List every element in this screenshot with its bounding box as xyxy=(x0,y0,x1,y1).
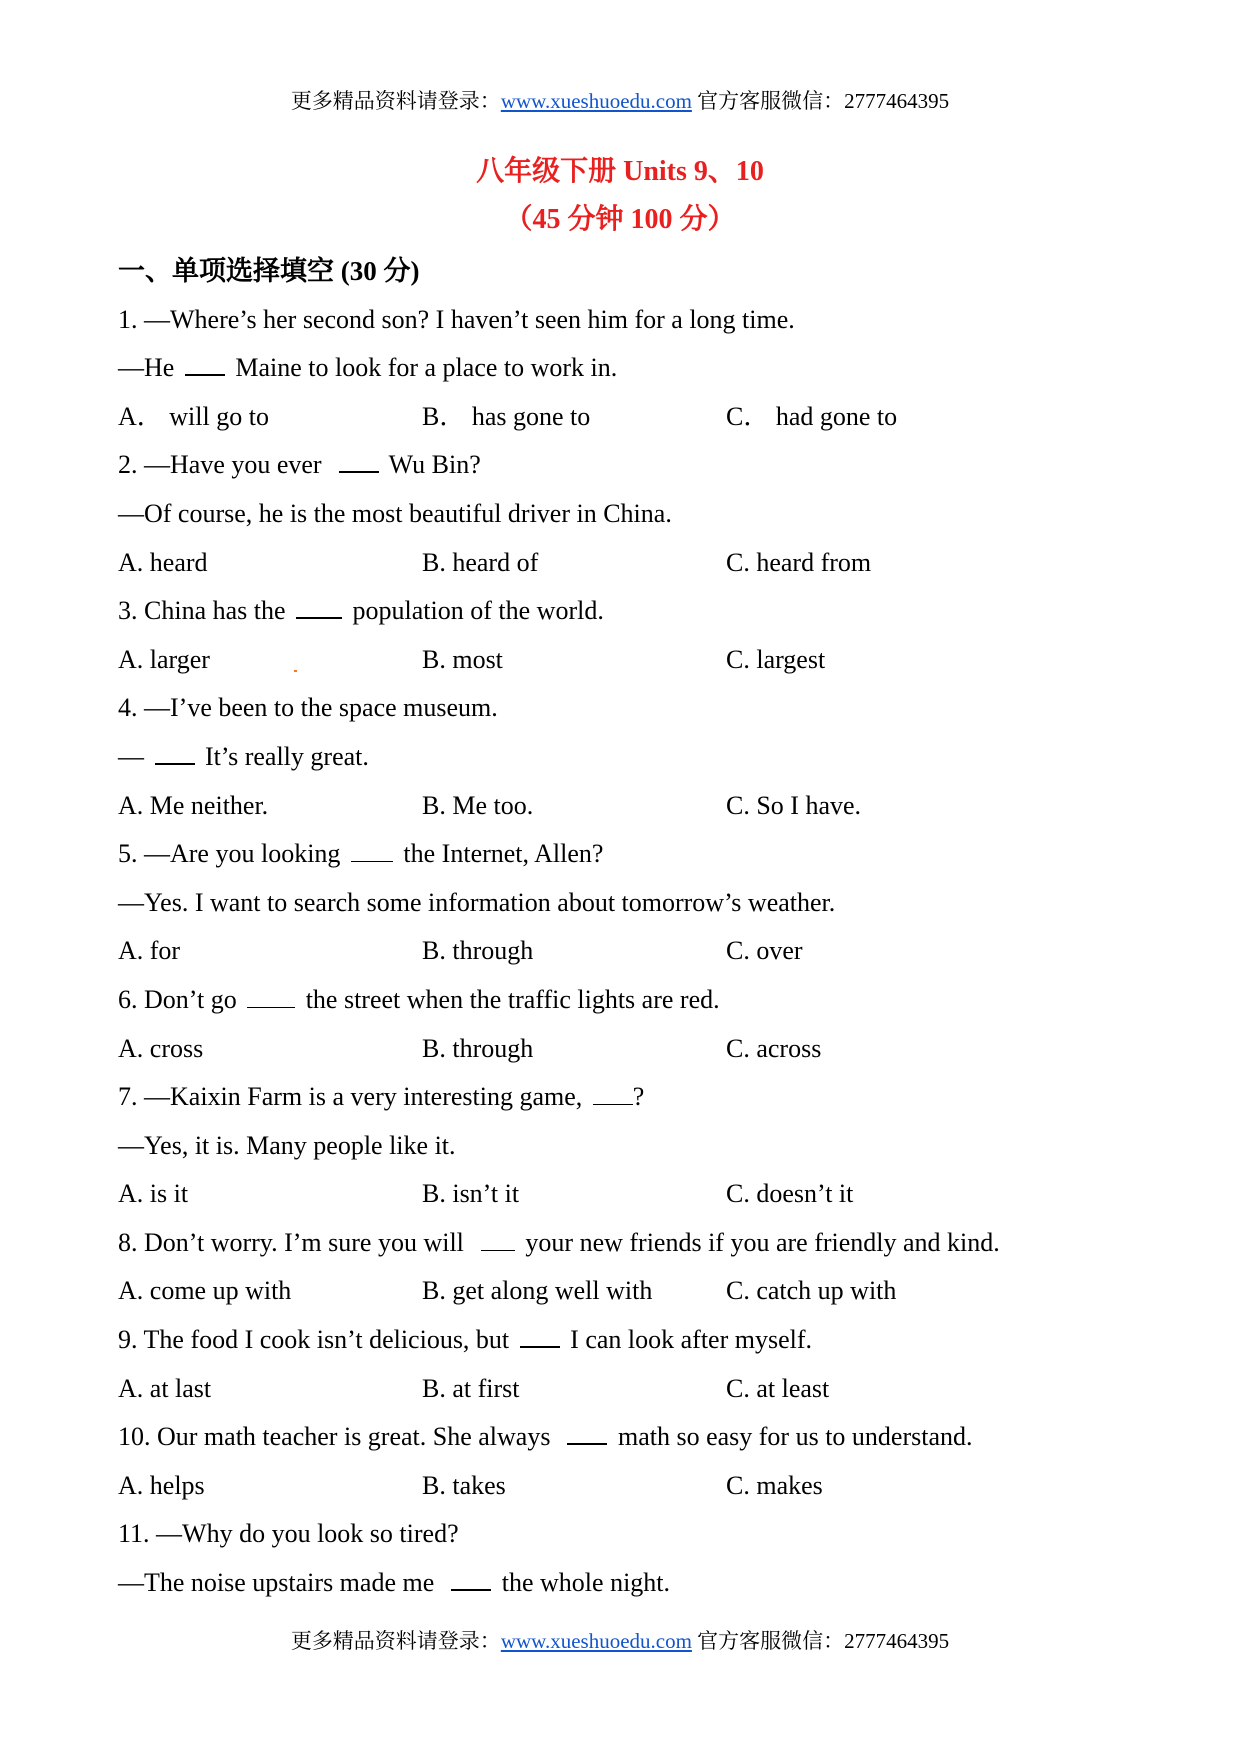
stem-end: your new friends if you are friendly and kind. xyxy=(525,1227,1000,1257)
question-8-stem xyxy=(118,1219,1158,1268)
question-4-stem: 4. —I’ve been to the space museum. xyxy=(118,693,498,723)
answer-blank[interactable] xyxy=(481,1228,515,1251)
question-10-options xyxy=(118,1462,1158,1511)
option-c[interactable]: C. largest xyxy=(726,644,826,674)
question-5-stem xyxy=(118,830,1158,879)
exam-content xyxy=(118,247,1158,1608)
stem-end: I can look after myself. xyxy=(570,1325,813,1355)
header-prefix: 更多精品资料请登录： xyxy=(290,89,501,113)
stem-end: math so easy for us to understand. xyxy=(617,1422,973,1452)
question-4-reply xyxy=(118,733,1158,782)
reply-end: Maine to look for a place to work in. xyxy=(235,353,618,383)
option-c[interactable]: C. doesn’t it xyxy=(726,1179,854,1209)
header-website-link[interactable]: www.xueshuoedu.com xyxy=(500,89,692,113)
option-b[interactable]: B． has gone to xyxy=(422,401,591,431)
question-1-options xyxy=(118,393,1158,442)
stem-start: 5. —Are you looking xyxy=(118,839,341,869)
reply-end: It’s really great. xyxy=(205,741,369,771)
question-11-stem: 11. —Why do you look so tired? xyxy=(118,1519,459,1549)
section-heading: 一、单项选择填空 (30 分) xyxy=(118,256,420,286)
question-6-stem xyxy=(118,976,1158,1025)
stray-mark xyxy=(294,670,297,672)
option-a[interactable]: A. is it xyxy=(118,1179,189,1209)
answer-blank[interactable] xyxy=(567,1421,607,1445)
footer-prefix: 更多精品资料请登录： xyxy=(290,1629,501,1653)
option-a[interactable]: A. heard xyxy=(118,547,208,577)
header-wechat: 官方客服微信：2777464395 xyxy=(697,89,950,113)
question-2-reply: —Of course, he is the most beautiful driver in China. xyxy=(118,498,672,528)
option-c[interactable]: C. across xyxy=(726,1033,822,1063)
option-c[interactable]: C. over xyxy=(726,936,803,966)
answer-blank[interactable] xyxy=(247,985,295,1008)
reply-start: —He xyxy=(118,353,175,383)
option-b[interactable]: B. isn’t it xyxy=(422,1179,520,1209)
question-9-options xyxy=(118,1365,1158,1414)
footer-wechat: 官方客服微信：2777464395 xyxy=(697,1629,950,1653)
question-8-options xyxy=(118,1267,1158,1316)
question-7-options xyxy=(118,1170,1158,1219)
page-footer xyxy=(0,1626,1240,1656)
option-b[interactable]: B. heard of xyxy=(422,547,539,577)
question-2-options xyxy=(118,539,1158,588)
answer-blank[interactable] xyxy=(351,839,393,862)
reply-end: the whole night. xyxy=(501,1568,671,1598)
stem-start: 9. The food I cook isn’t delicious, but xyxy=(118,1325,510,1355)
question-4-options xyxy=(118,782,1158,831)
answer-blank[interactable] xyxy=(339,449,379,473)
option-c[interactable]: C. heard from xyxy=(726,547,872,577)
question-1-reply xyxy=(118,344,1158,393)
stem-end: the street when the traffic lights are red. xyxy=(305,984,720,1014)
stem-start: 2. —Have you ever xyxy=(118,450,322,480)
option-b[interactable]: B. at first xyxy=(422,1373,520,1403)
stem-start: 7. —Kaixin Farm is a very interesting game, xyxy=(118,1082,583,1112)
option-a[interactable]: A. larger xyxy=(118,644,210,674)
footer-website-link[interactable]: www.xueshuoedu.com xyxy=(500,1629,692,1653)
answer-blank[interactable] xyxy=(593,1082,633,1105)
question-5-reply: —Yes. I want to search some information about tomorrow’s weather. xyxy=(118,887,836,917)
document-title: 八年级下册 Units 9、10 xyxy=(476,156,764,187)
question-7-stem xyxy=(118,1073,1158,1122)
option-c[interactable]: C. at least xyxy=(726,1373,830,1403)
stem-end: population of the world. xyxy=(352,596,604,626)
answer-blank[interactable] xyxy=(185,352,225,376)
option-a[interactable]: A. helps xyxy=(118,1470,205,1500)
answer-blank[interactable] xyxy=(155,741,195,765)
stem-start: 10. Our math teacher is great. She always xyxy=(118,1422,551,1452)
option-b[interactable]: B. Me too. xyxy=(422,790,534,820)
option-c[interactable]: C． had gone to xyxy=(726,401,898,431)
stem-end: the Internet, Allen? xyxy=(403,839,604,869)
stem-end: ? xyxy=(632,1082,645,1112)
option-a[interactable]: A． will go to xyxy=(118,401,269,431)
question-5-options xyxy=(118,927,1158,976)
stem-start: 8. Don’t worry. I’m sure you will xyxy=(118,1227,464,1257)
option-a[interactable]: A. come up with xyxy=(118,1276,292,1306)
stem-start: 6. Don’t go xyxy=(118,984,237,1014)
page-header xyxy=(0,86,1240,116)
question-7-reply: —Yes, it is. Many people like it. xyxy=(118,1130,456,1160)
option-a[interactable]: A. at last xyxy=(118,1373,212,1403)
question-3-stem xyxy=(118,587,1158,636)
question-1-stem: 1. —Where’s her second son? I haven’t seen him for a long time. xyxy=(118,304,795,334)
answer-blank[interactable] xyxy=(296,595,342,619)
question-2-stem xyxy=(118,441,1158,490)
option-a[interactable]: A. cross xyxy=(118,1033,204,1063)
option-c[interactable]: C. makes xyxy=(726,1470,823,1500)
answer-blank[interactable] xyxy=(451,1567,491,1591)
option-c[interactable]: C. So I have. xyxy=(726,790,862,820)
option-a[interactable]: A. for xyxy=(118,936,181,966)
option-b[interactable]: B. through xyxy=(422,936,534,966)
question-10-stem xyxy=(118,1413,1158,1462)
document-subtitle: （45 分钟 100 分） xyxy=(504,204,736,235)
question-11-reply xyxy=(118,1559,1158,1608)
option-b[interactable]: B. takes xyxy=(422,1470,506,1500)
option-a[interactable]: A. Me neither. xyxy=(118,790,269,820)
question-9-stem xyxy=(118,1316,1158,1365)
option-b[interactable]: B. through xyxy=(422,1033,534,1063)
reply-start: — xyxy=(118,741,144,771)
option-b[interactable]: B. get along well with xyxy=(422,1276,653,1306)
question-6-options xyxy=(118,1025,1158,1074)
reply-start: —The noise upstairs made me xyxy=(118,1568,435,1598)
option-b[interactable]: B. most xyxy=(422,644,503,674)
option-c[interactable]: C. catch up with xyxy=(726,1276,897,1306)
question-3-options xyxy=(118,636,1158,685)
answer-blank[interactable] xyxy=(520,1324,560,1348)
stem-start: 3. China has the xyxy=(118,596,286,626)
stem-end: Wu Bin? xyxy=(388,450,481,480)
